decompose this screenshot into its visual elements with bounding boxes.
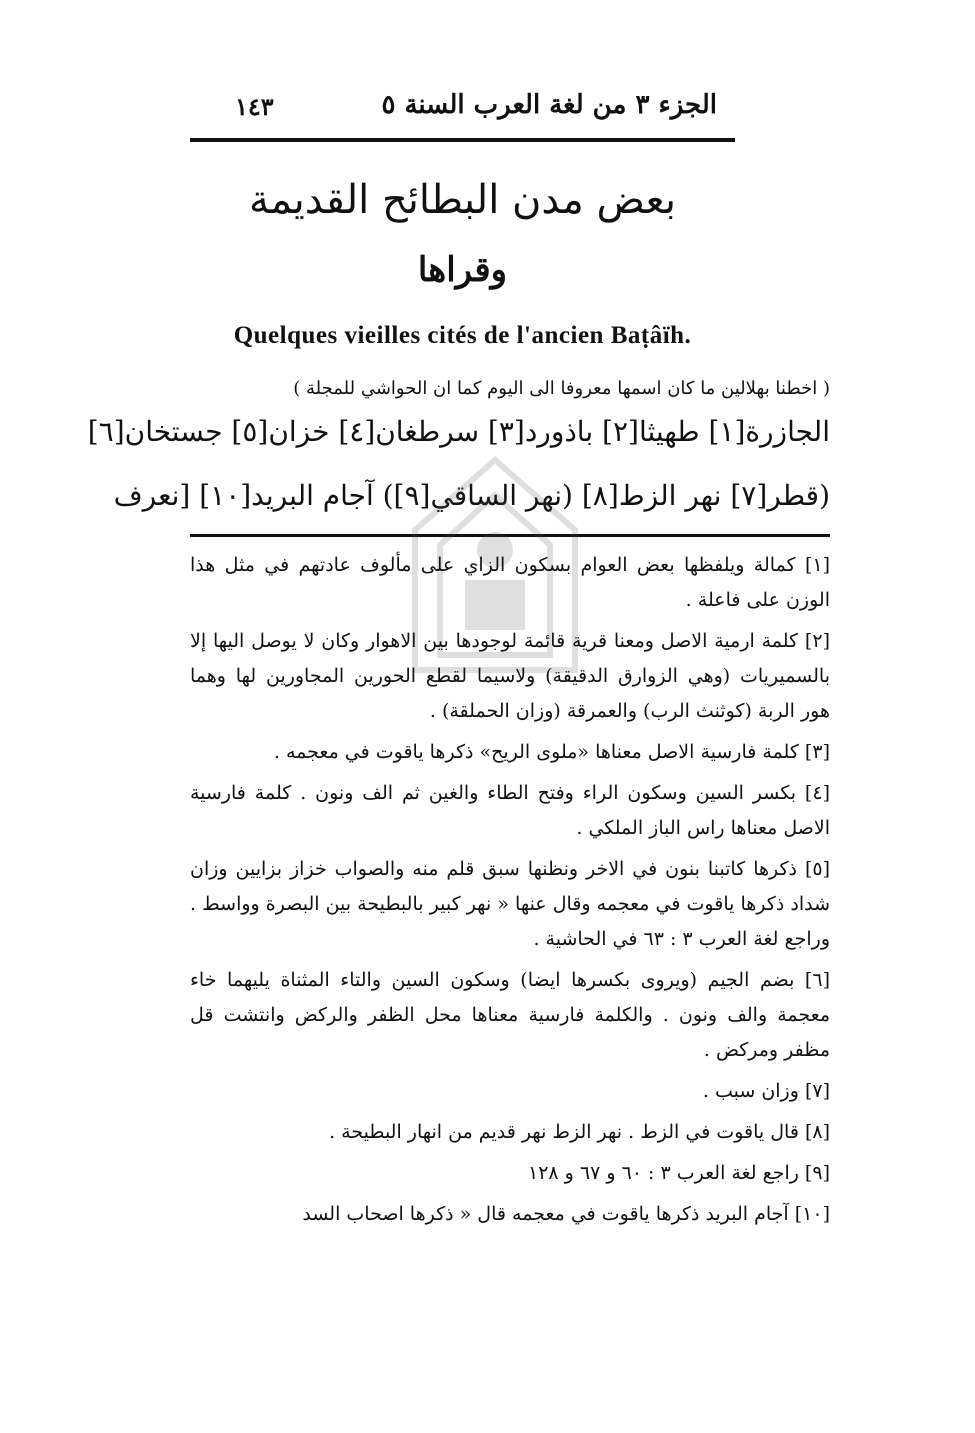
footnote-7: [٧] وزان سبب . bbox=[702, 1080, 830, 1102]
running-title: الجزء ٣ من لغة العرب السنة ٥ bbox=[381, 90, 717, 120]
place-names-line-2: (قطر[٧] نهر الزط[٨] (نهر الساقي[٩]) آجام البريد[١٠] [نعرف bbox=[113, 479, 830, 512]
article-title: بعض مدن البطائح القديمة bbox=[249, 177, 676, 223]
article-subtitle: وقراها bbox=[417, 250, 508, 290]
footnotes bbox=[190, 548, 830, 1238]
footnote-4: [٤] بكسر السين وسكون الراء وفتح الطاء والغين ثم الف ونون . كلمة فارسية الاصل معناها راس الباز الملكي . bbox=[190, 782, 830, 839]
footnote-8: [٨] قال ياقوت في الزط . نهر الزط نهر قديم من انهار البطيحة . bbox=[329, 1121, 830, 1143]
footnote-10: [١٠] آجام البريد ذكرها ياقوت في معجمه قال « ذكرها اصحاب السد bbox=[302, 1203, 830, 1225]
footnote-9: [٩] راجع لغة العرب ٣ : ٦٠ و ٦٧ و ١٢٨ bbox=[528, 1162, 830, 1184]
page-header bbox=[190, 78, 735, 142]
footnote-5: [٥] ذكرها كاتبنا بنون في الاخر ونظنها سبق قلم منه والصواب خزاز بزايين وزان شداد ذكرها ياقوت في معجمه وقال عنها « نهر كبير بالبطيحة بين البصرة وواسط . وراجع لغة العرب ٣ : ٦٣ في الحاشية . bbox=[190, 858, 830, 950]
footnote-3: [٣] كلمة فارسية الاصل معناها «ملوى الريح» ذكرها ياقوت في معجمه . bbox=[273, 741, 830, 763]
footnote-1: [١] كمالة ويلفظها بعض العوام بسكون الزاي على مألوف عادتهم في مثل هذا الوزن على فاعلة . bbox=[190, 554, 830, 611]
place-names-line-1: الجازرة[١] طهيثا[٢] باذورد[٣] سرطغان[٤] خزان[٥] جستخان[٦] bbox=[87, 415, 830, 448]
footnote-2: [٢] كلمة ارمية الاصل ومعنا قرية قائمة لوجودها بين الاهوار وكان لا يوصل اليها إلا بالسميريات (وهي الزوارق الدقيقة) ولاسيما لقطع الحورين المجاورين لها وهما هور الربة (كوثنث الرب) والعمرقة (وزان الحملقة) . bbox=[190, 630, 830, 722]
french-title: Quelques vieilles cités de l'ancien Baṭâïh. bbox=[233, 322, 692, 349]
intro-note: ( اخطنا بهلالين ما كان اسمها معروفا الى اليوم كما ان الحواشي للمجلة ) bbox=[293, 378, 830, 399]
footnote-6: [٦] بضم الجيم (ويروى بكسرها ايضا) وسكون السين والتاء المثناة يليهما خاء معجمة والف ونون . والكلمة فارسية معناها محل الظفر والركض وانتشت قل مظفر ومركض . bbox=[190, 969, 830, 1061]
page-number: ١٤٣ bbox=[235, 92, 274, 121]
